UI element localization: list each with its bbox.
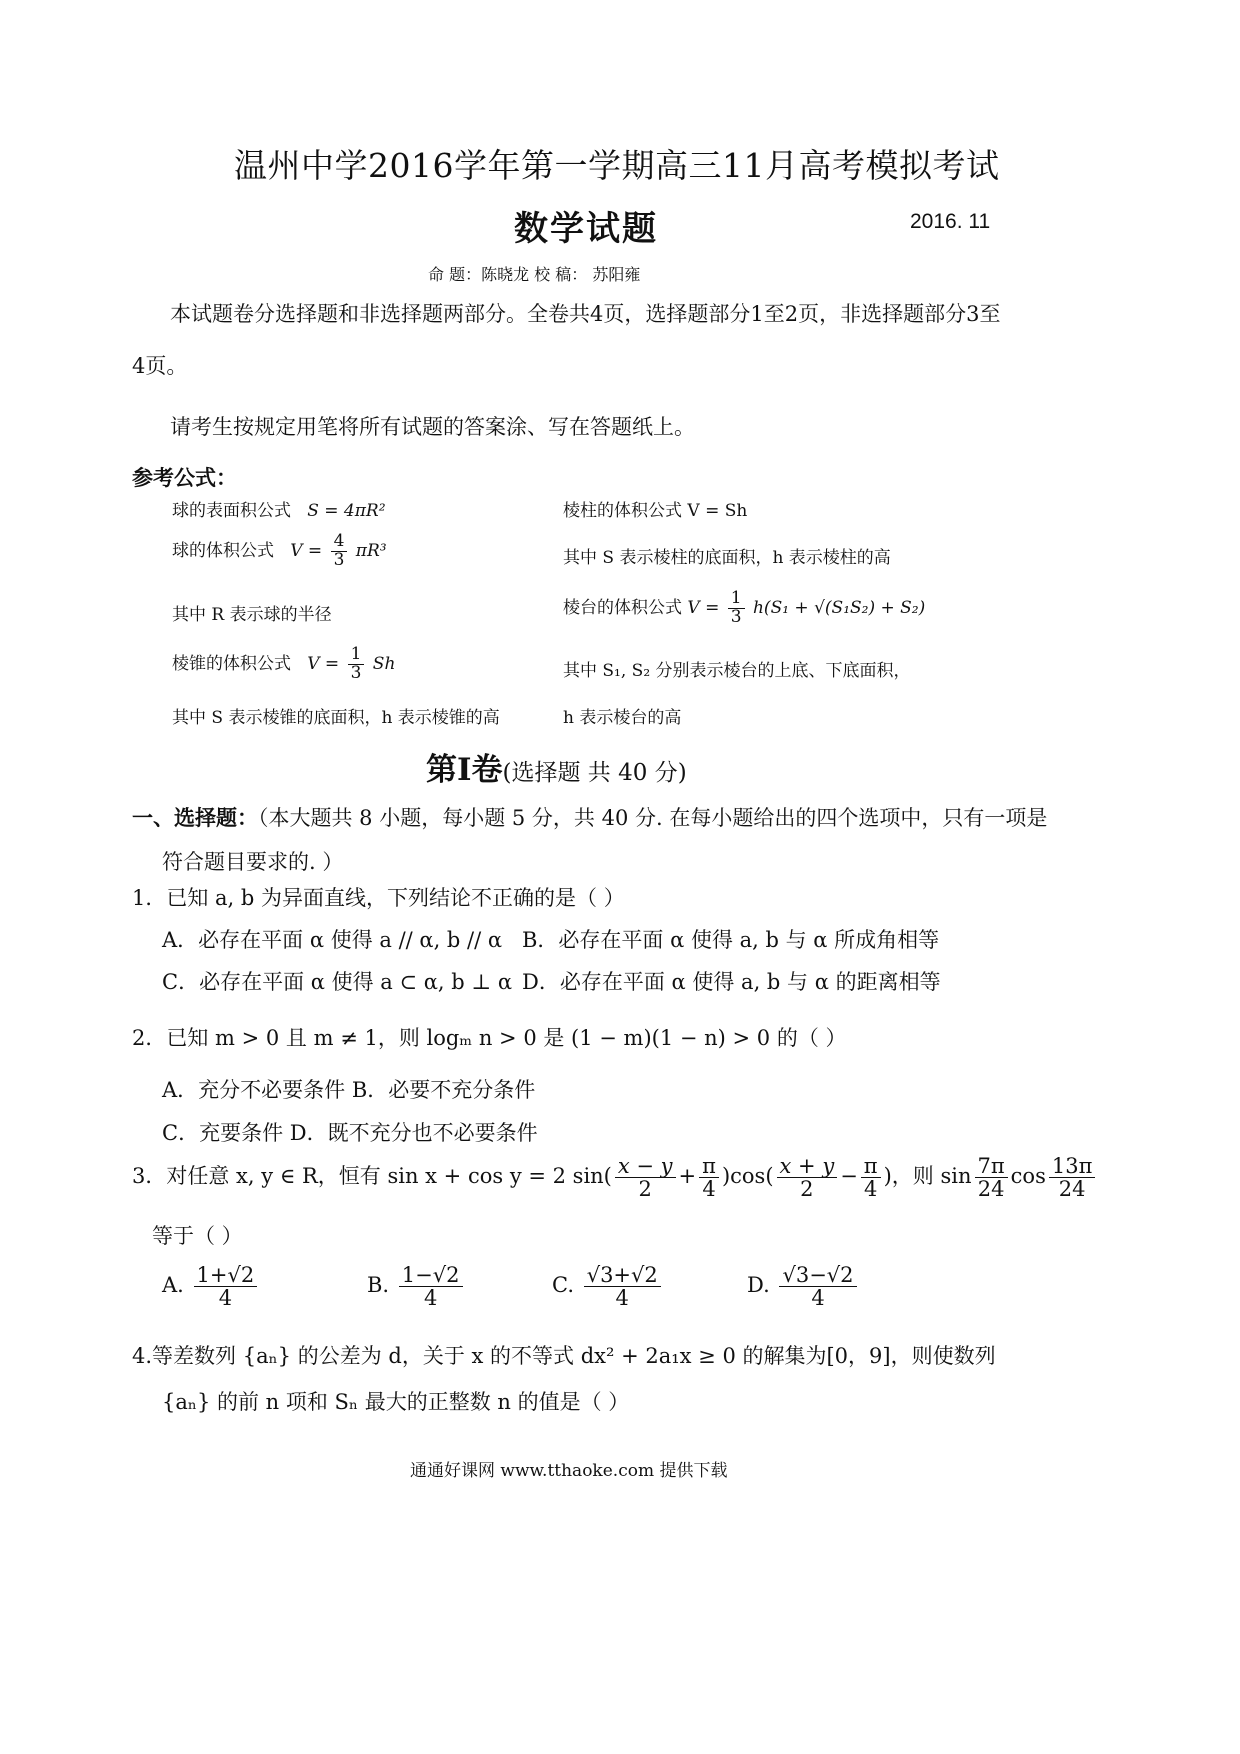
formulas-heading: 参考公式：: [132, 465, 237, 490]
question-3-option-d: [747, 1264, 860, 1309]
denominator: 3: [333, 549, 345, 570]
question-1-option-b: B．必存在平面 α 使得 a, b 与 α 所成角相等: [522, 928, 940, 952]
denominator: 2: [800, 1177, 814, 1202]
formula-prism-volume: 棱柱的体积公式 V = Sh: [563, 501, 748, 521]
part-heading: [132, 802, 1047, 832]
question-1-stem: 1．已知 a, b 为异面直线，下列结论不正确的是（ ）: [132, 886, 625, 910]
part-heading-cont: 符合题目要求的. ）: [162, 850, 344, 874]
fraction: [615, 1155, 676, 1200]
q3-text: cos: [1010, 1164, 1046, 1189]
denominator: 3: [350, 662, 362, 683]
fraction: [584, 1264, 661, 1309]
part-heading-label: 一、选择题：: [132, 805, 258, 830]
numerator: π: [699, 1155, 719, 1178]
numerator: 4: [331, 533, 348, 552]
formula-pyramid-note: 其中 S 表示棱锥的底面积，h 表示棱锥的高: [172, 708, 500, 728]
denominator: 4: [811, 1286, 825, 1311]
q3-text: )cos(: [721, 1164, 774, 1189]
fraction: [975, 1155, 1008, 1200]
numerator: 1+√2: [194, 1264, 258, 1287]
q3-text: )，则 sin: [883, 1164, 972, 1189]
numerator: 1: [348, 646, 365, 665]
formula-rest: Sh: [372, 653, 396, 674]
numerator: x − y: [615, 1155, 676, 1178]
numerator: x + y: [777, 1155, 838, 1178]
numerator: 1: [728, 590, 745, 609]
question-1-option-c: C．必存在平面 α 使得 a ⊂ α, b ⊥ α: [162, 970, 512, 994]
denominator: 4: [423, 1286, 438, 1311]
question-3-option-a: [162, 1264, 260, 1309]
formula-lhs: V =: [290, 540, 323, 561]
formula-expr: S = 4πR²: [307, 501, 386, 521]
intro-line-1-cont: 4页。: [132, 354, 188, 378]
numerator: 7π: [975, 1155, 1008, 1178]
section-title-sub: (选择题 共 40 分): [502, 760, 687, 786]
formula-rest: πR³: [355, 540, 387, 561]
formula-frustum-note: 其中 S₁, S₂ 分别表示棱台的上底、下底面积，: [563, 661, 911, 681]
fraction: [331, 533, 348, 570]
option-label: A.: [162, 1273, 184, 1298]
formula-frustum-volume: [563, 590, 925, 627]
intro-line-1: 本试题卷分选择题和非选择题两部分。全卷共4页，选择题部分1至2页，非选择题部分3至: [170, 302, 1001, 326]
denominator: 3: [730, 606, 742, 627]
denominator: 2: [638, 1177, 652, 1202]
part-heading-desc: （本大题共 8 小题，每小题 5 分，共 40 分. 在每小题给出的四个选项中，只有一项是: [258, 806, 1048, 830]
denominator: 24: [977, 1177, 1005, 1202]
question-4-stem-cont: {aₙ} 的前 n 项和 Sₙ 最大的正整数 n 的值是（ ）: [162, 1390, 630, 1414]
formula-label: 棱台的体积公式: [563, 597, 682, 618]
numerator: √3+√2: [584, 1264, 661, 1287]
formula-label: 球的体积公式: [172, 540, 274, 561]
exam-date: 2016. 11: [910, 210, 991, 233]
exam-subtitle: 数学试题: [514, 209, 658, 249]
formula-rest: h(S₁ + √(S₁S₂) + S₂): [752, 597, 926, 618]
denominator: 4: [218, 1286, 233, 1311]
formula-sphere-volume: [172, 533, 387, 570]
formula-label: 棱锥的体积公式: [172, 653, 291, 674]
denominator: 4: [615, 1286, 629, 1311]
question-2-options-cd: C．充要条件 D．既不充分也不必要条件: [162, 1121, 538, 1145]
fraction: [399, 1264, 463, 1309]
formula-lhs: V =: [307, 653, 340, 674]
fraction: [699, 1155, 719, 1200]
section-title: [426, 744, 687, 789]
formula-frustum-height-note: h 表示棱台的高: [563, 708, 682, 728]
exam-credits: 命 题：陈晓龙 校 稿： 苏阳雍: [428, 265, 641, 284]
numerator: 13π: [1049, 1155, 1096, 1178]
fraction: [777, 1155, 838, 1200]
fraction: [779, 1264, 856, 1309]
question-2-options-ab: A．充分不必要条件 B．必要不充分条件: [162, 1078, 536, 1102]
numerator: π: [861, 1155, 881, 1178]
question-2-stem: 2．已知 m > 0 且 m ≠ 1，则 logₘ n > 0 是 (1 − m)(1 − n) > 0 的（ ）: [132, 1026, 847, 1050]
question-1-option-d: D．必存在平面 α 使得 a, b 与 α 的距离相等: [522, 970, 941, 994]
option-label: C.: [552, 1273, 574, 1298]
numerator: √3−√2: [779, 1264, 856, 1287]
q3-operator: −: [840, 1164, 858, 1189]
question-3-option-c: [552, 1264, 664, 1309]
exam-title: 温州中学2016学年第一学期高三11月高考模拟考试: [234, 146, 1000, 185]
question-4-stem: 4.等差数列 {aₙ} 的公差为 d，关于 x 的不等式 dx² + 2a₁x ≥ 0 的解集为[0，9]，则使数列: [132, 1344, 996, 1368]
formula-lhs: V =: [687, 597, 720, 618]
numerator: 1−√2: [399, 1264, 463, 1287]
q3-operator: +: [678, 1164, 697, 1189]
option-label: B.: [367, 1273, 390, 1298]
question-3-stem: [132, 1155, 1098, 1200]
section-title-main: 第Ⅰ卷: [426, 752, 503, 788]
formula-prism-note: 其中 S 表示棱柱的底面积，h 表示棱柱的高: [563, 548, 891, 568]
question-3-stem-cont: 等于（ ）: [152, 1224, 243, 1248]
fraction: [348, 646, 365, 683]
denominator: 24: [1058, 1177, 1086, 1202]
formula-sphere-surface: [172, 496, 386, 521]
fraction: [728, 590, 745, 627]
question-3-option-b: [367, 1264, 466, 1309]
formula-label: 球的表面积公式: [172, 501, 291, 521]
option-label: D.: [747, 1273, 770, 1298]
intro-line-2: 请考生按规定用笔将所有试题的答案涂、写在答题纸上。: [170, 415, 695, 439]
fraction: [1049, 1155, 1096, 1200]
denominator: 4: [702, 1177, 716, 1202]
q3-text: 3．对任意 x, y ∈ R，恒有 sin x + cos y = 2 sin(: [132, 1164, 612, 1189]
fraction: [861, 1155, 881, 1200]
page-footer: 通通好课网 www.tthaoke.com 提供下载: [410, 1461, 728, 1481]
question-1-option-a: A．必存在平面 α 使得 a // α, b // α: [162, 928, 503, 952]
formula-pyramid-volume: [172, 646, 395, 683]
denominator: 4: [864, 1177, 878, 1202]
fraction: [194, 1264, 258, 1309]
formula-sphere-radius-note: 其中 R 表示球的半径: [172, 605, 332, 625]
